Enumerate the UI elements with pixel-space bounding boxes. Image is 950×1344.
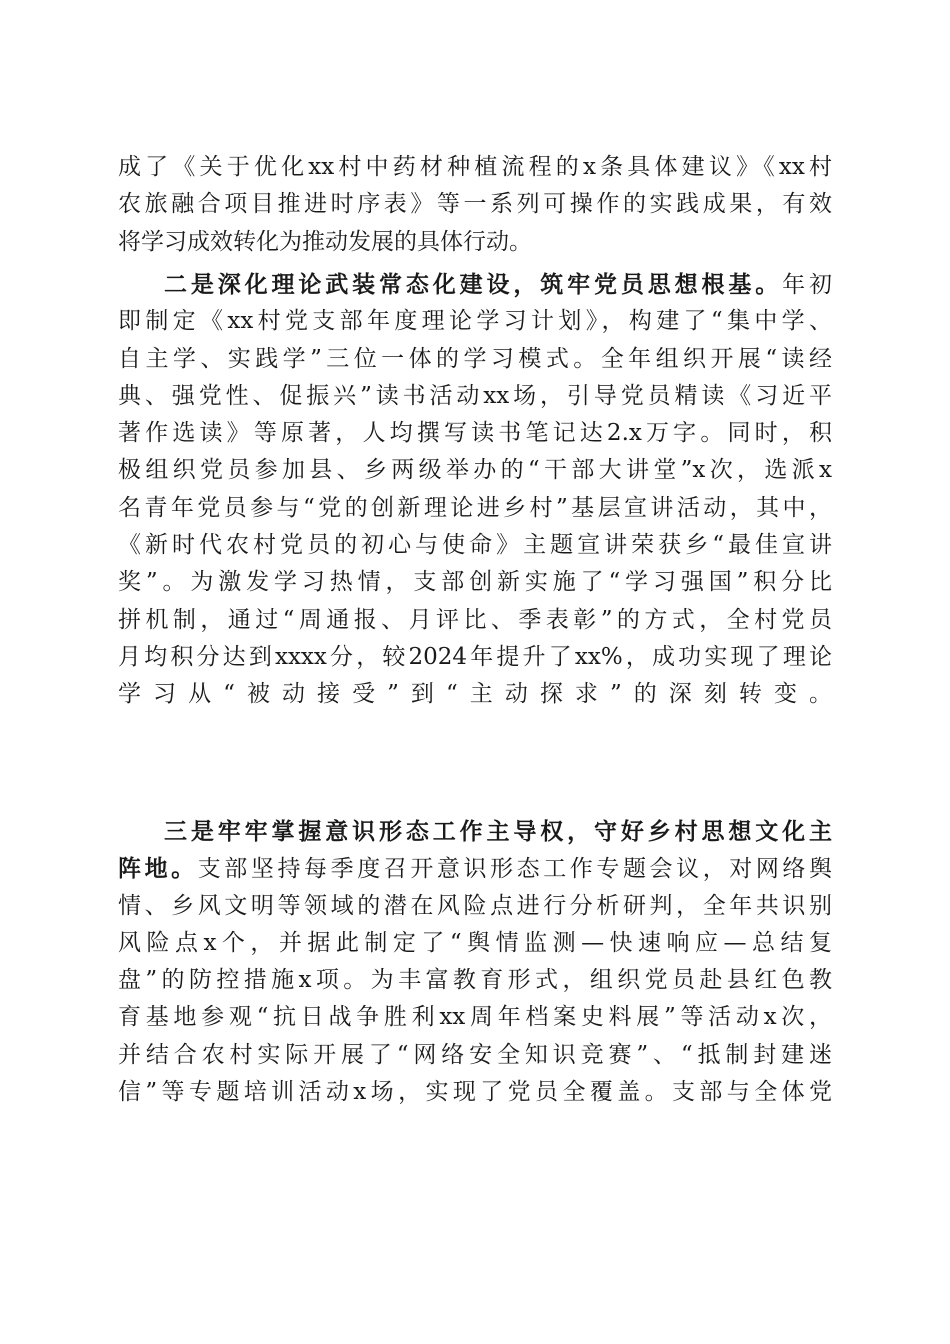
text-line: 风险点x个，并据此制定了“舆情监测—快速响应—总结复 [118, 929, 832, 956]
text-line: 信”等专题培训活动x场，实现了党员全覆盖。支部与全体党 [118, 1079, 832, 1106]
text-line: 即制定《xx村党支部年度理论学习计划》，构建了“集中学、 [118, 308, 832, 335]
text-line: 名青年党员参与“党的创新理论进乡村”基层宣讲活动，其中， [118, 494, 832, 521]
text-line: 典、强党性、促振兴”读书活动xx场，引导党员精读《习近平 [118, 382, 832, 409]
paragraph-lead: 阵地。 [118, 855, 198, 883]
paragraph-3 [118, 813, 832, 1111]
text-line: 并结合农村实际开展了“网络安全知识竞赛”、“抵制封建迷 [118, 1041, 832, 1068]
text-line: 育基地参观“抗日战争胜利xx周年档案史料展”等活动x次， [118, 1004, 832, 1031]
text-line: 月均积分达到xxxx分，较2024年提升了xx%，成功实现了理论 [118, 643, 832, 670]
text-line: 拼机制，通过“周通报、月评比、季表彰”的方式，全村党员 [118, 606, 832, 633]
paragraph-lead: 二是深化理论武装常态化建设，筑牢党员思想根基。 [164, 271, 783, 298]
text-fragment: 年初 [782, 272, 832, 298]
text-fragment: 支部坚持每季度召开意识形态工作专题会议，对网络舆 [197, 856, 832, 883]
text-line: 奖”。为激发学习热情，支部创新实施了“学习强国”积分比 [118, 569, 832, 596]
text-line: 极组织党员参加县、乡两级举办的“干部大讲堂”x次，选派x [118, 457, 832, 484]
text-line: 农旅融合项目推进时序表》等一系列可操作的实践成果，有效 [118, 191, 832, 218]
text-line [118, 714, 832, 751]
text-line: 将学习成效转化为推动发展的具体行动。 [118, 228, 532, 255]
text-line [118, 266, 832, 303]
text-line: 情、乡风文明等领域的潜在风险点进行分析研判，全年共识别 [118, 892, 832, 919]
text-line: 自主学、实践学”三位一体的学习模式。全年组织开展“读经 [118, 345, 832, 372]
text-line: 成了《关于优化xx村中药材种植流程的x条具体建议》《xx村 [118, 154, 832, 180]
paragraph-lead: 三是牢牢掌握意识形态工作主导权，守好乡村思想文化主 [164, 818, 832, 845]
text-line: 著作选读》等原著，人均撰写读书笔记达2.x万字。同时，积 [118, 420, 832, 447]
paragraph-1 [118, 149, 832, 261]
text-line: 学习从“被动接受”到“主动探求”的深刻转变。 [118, 681, 832, 708]
paragraph-2 [118, 266, 832, 751]
text-line: 盘”的防控措施x项。为丰富教育形式，组织党员赴县红色教 [118, 967, 832, 994]
text-line [118, 850, 832, 887]
text-line: 《新时代农村党员的初心与使命》主题宣讲荣获乡“最佳宣讲 [118, 532, 832, 559]
